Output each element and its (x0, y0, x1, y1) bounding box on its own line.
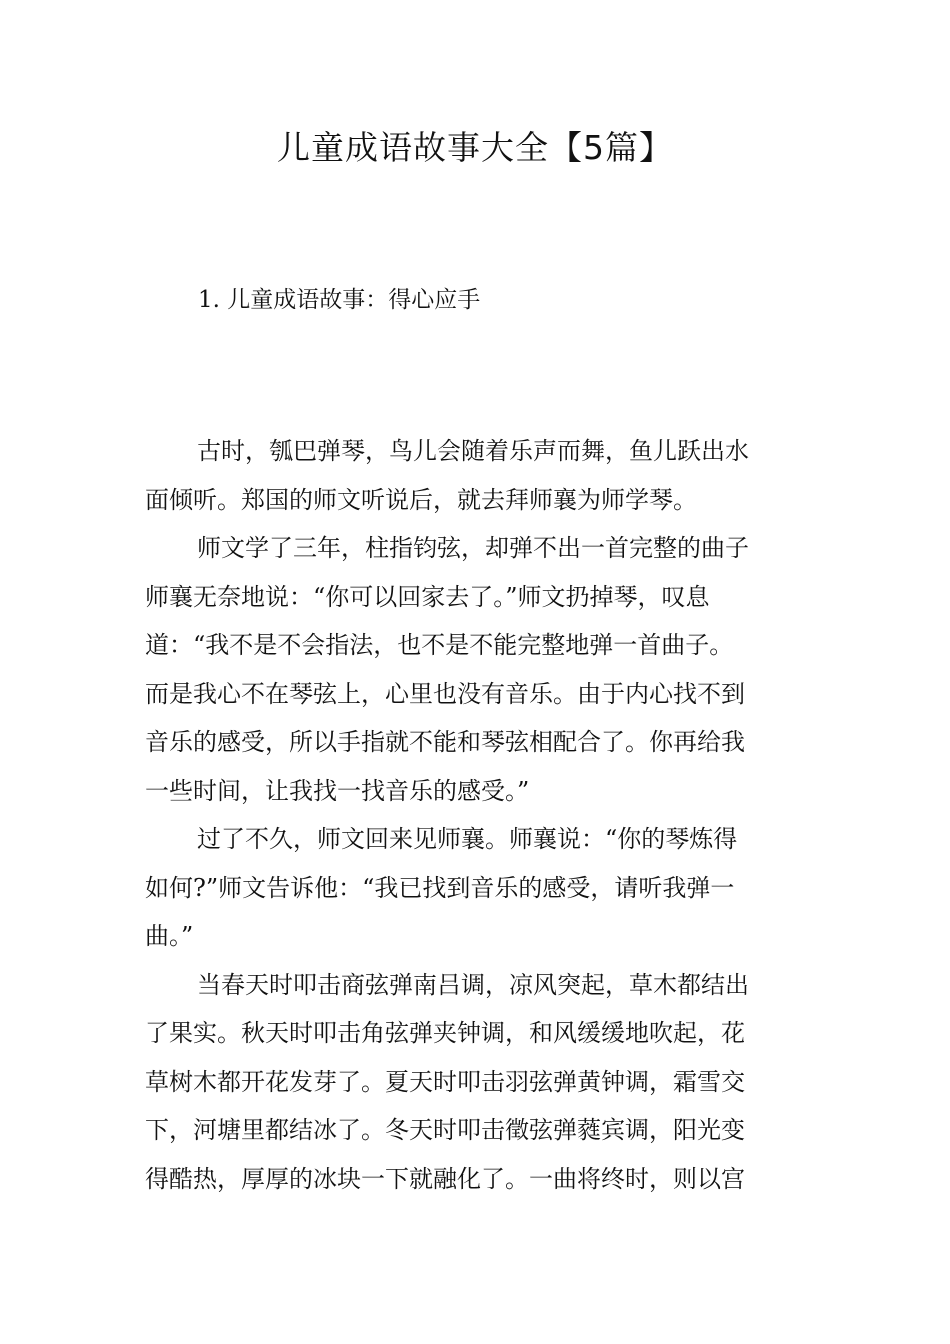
text-line: 音乐的感受，所以手指就不能和琴弦相配合了。你再给我 (145, 728, 745, 756)
section-heading: 1. 儿童成语故事：得心应手 (198, 287, 481, 313)
text-line: 一些时间，让我找一找音乐的感受。” (145, 776, 530, 805)
paragraph (145, 961, 810, 1204)
text-line: 曲。” (145, 922, 194, 950)
text-line: 面倾听。郑国的师文听说后，就去拜师襄为师学琴。 (145, 485, 697, 514)
text-line: 过了不久，师文回来见师襄。师襄说：“你的琴炼得 (197, 825, 738, 853)
text-line: 了果实。秋天时叩击角弦弹夹钟调，和风缓缓地吹起，花 (145, 1019, 745, 1047)
text-line: 道：“我不是不会指法，也不是不能完整地弹一首曲子。 (145, 631, 734, 659)
text-line: 如何?”师文告诉他：“我已找到音乐的感受，请听我弹一 (145, 873, 735, 902)
text-line: 而是我心不在琴弦上，心里也没有音乐。由于内心找不到 (145, 679, 745, 708)
text-line: 师文学了三年，柱指钧弦，却弹不出一首完整的曲子 (197, 534, 749, 562)
text-line: 师襄无奈地说：“你可以回家去了。”师文扔掉琴，叹息 (145, 582, 710, 611)
paragraph (145, 427, 810, 524)
paragraph (145, 815, 810, 961)
document-title: 儿童成语故事大全【5篇】 (277, 128, 673, 167)
paragraph (145, 524, 810, 815)
text-line: 下，河塘里都结冰了。冬天时叩击徵弦弹蕤宾调，阳光变 (145, 1116, 745, 1144)
story-body (145, 427, 810, 1203)
text-line: 当春天时叩击商弦弹南吕调，凉风突起，草木都结出 (197, 970, 749, 999)
text-line: 得酷热，厚厚的冰块一下就融化了。一曲将终时，则以宫 (145, 1164, 745, 1193)
text-line: 草树木都开花发芽了。夏天时叩击羽弦弹黄钟调，霜雪交 (145, 1067, 745, 1096)
text-line: 古时，瓠巴弹琴，鸟儿会随着乐声而舞，鱼儿跃出水 (197, 437, 749, 465)
